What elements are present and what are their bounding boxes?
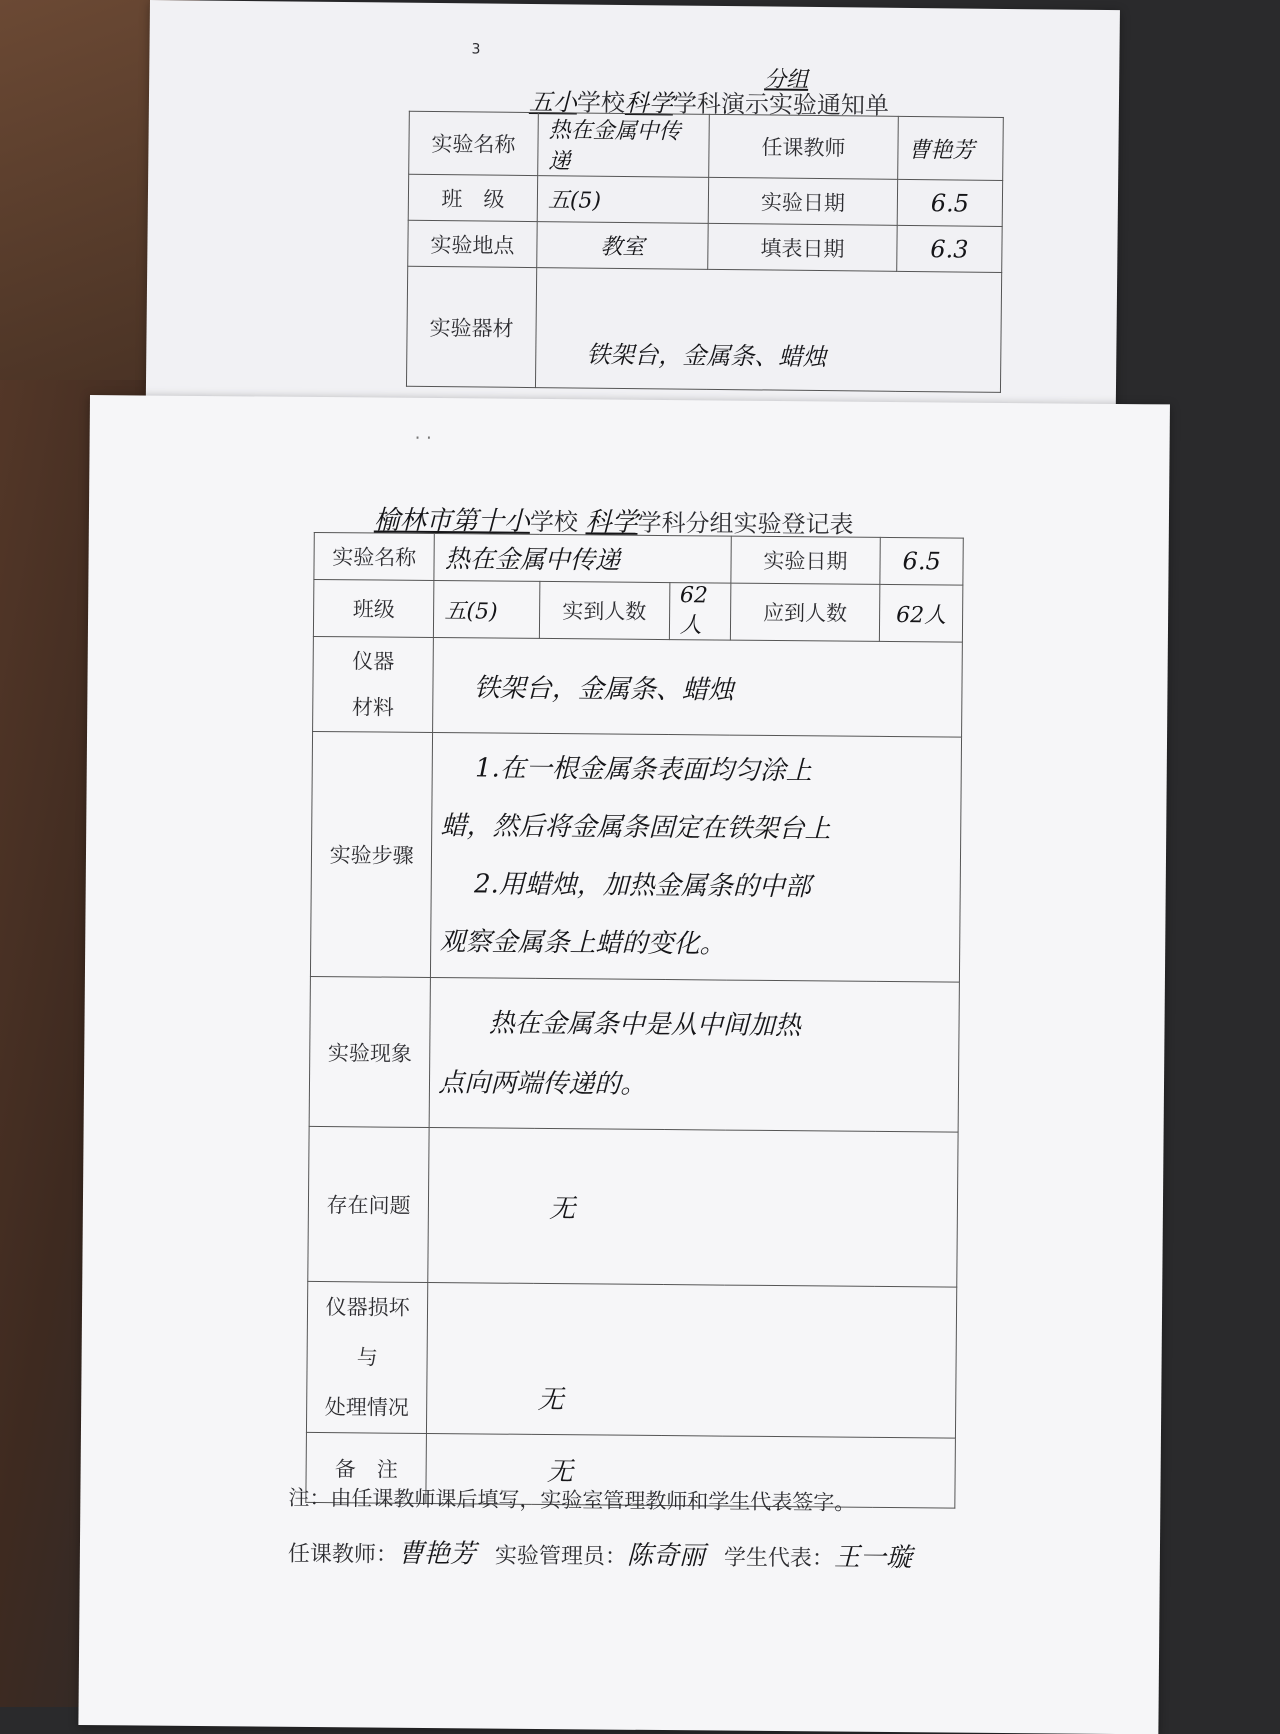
register-problem-label: 存在问题: [308, 1126, 430, 1282]
notice-title-subject-suffix: 学科: [672, 89, 722, 118]
notice-class-value: 五(5): [537, 176, 708, 224]
notice-title-school-suffix: 学校: [576, 88, 626, 117]
register-name-value: 热在金属中传递: [434, 534, 731, 584]
signature-line: [288, 1532, 924, 1575]
notice-teacher-value: 曹艳芳: [898, 116, 1004, 180]
register-expected-label: 应到人数: [730, 583, 880, 641]
register-damage-value: 无: [427, 1282, 957, 1438]
register-phenomenon-line: 点向两端传递的。: [438, 1067, 647, 1100]
page-mark: 3: [471, 41, 481, 58]
teacher-signature: 曹艳芳: [397, 1538, 477, 1570]
register-damage-label: [306, 1281, 428, 1433]
register-step-line: 蜡，然后将金属条固定在铁架台上: [440, 811, 831, 845]
register-note: 注：由任课教师课后填写，实验室管理教师和学生代表签字。: [288, 1485, 856, 1515]
register-table: [305, 532, 963, 1509]
register-title-rest: 学科分组实验登记表: [637, 508, 854, 539]
register-class-label: 班级: [313, 579, 434, 637]
register-date-label: 实验日期: [730, 536, 880, 584]
notice-equipment-value: 铁架台，金属条、蜡烛: [535, 268, 1001, 393]
register-phenomenon: [429, 977, 959, 1132]
register-steps: [431, 733, 962, 983]
notice-name-label: 实验名称: [409, 111, 539, 175]
notice-fill-date-label: 填表日期: [708, 223, 897, 271]
register-step-line: 观察金属条上蜡的变化。: [439, 927, 726, 960]
admin-signature: 陈奇丽: [626, 1540, 706, 1572]
admin-sign-label: 实验管理员：: [494, 1543, 628, 1570]
notice-title-school: 五小: [528, 87, 578, 117]
register-date-value: 6.5: [880, 537, 963, 585]
register-damage-label-line2: 处理情况: [324, 1395, 409, 1420]
notice-place-label: 实验地点: [408, 220, 537, 267]
register-instrument-label-line2: 材料: [351, 695, 395, 720]
register-remark-value: 无: [426, 1433, 955, 1508]
notice-equipment-label: 实验器材: [406, 266, 536, 387]
register-steps-label: 实验步骤: [310, 731, 432, 977]
register-name-label: 实验名称: [314, 532, 435, 580]
register-actual-label: 实到人数: [539, 581, 669, 639]
notice-exp-date-value: 6.5: [897, 179, 1002, 226]
notice-class-label: 班 级: [408, 174, 537, 221]
register-step-line: 1.在一根金属条表面均匀涂上: [474, 753, 813, 787]
register-title-school: 榆林市第十小: [373, 505, 531, 537]
register-instrument-value: 铁架台，金属条、蜡烛: [433, 638, 962, 738]
notice-exp-date-label: 实验日期: [708, 177, 897, 225]
student-sign-label: 学生代表：: [723, 1545, 835, 1572]
register-step-line: 2.用蜡烛，加热金属条的中部: [473, 869, 812, 903]
notice-place-value: 教室: [537, 222, 708, 270]
register-phenomenon-label: 实验现象: [309, 976, 431, 1127]
notice-title-correction: 分组: [764, 67, 809, 93]
register-class-value: 五(5): [434, 581, 540, 639]
student-signature: 王一璇: [833, 1542, 913, 1574]
register-remark-label: 备 注: [306, 1432, 427, 1503]
notice-teacher-label: 任课教师: [709, 114, 899, 179]
notice-sheet: [146, 0, 1120, 410]
teacher-sign-label: 任课教师：: [287, 1541, 399, 1568]
register-instrument-label: [313, 636, 434, 732]
register-damage-label-line1: 仪器损坏与: [325, 1295, 410, 1370]
notice-fill-date-value: 6.3: [897, 225, 1002, 272]
notice-table: [406, 111, 1004, 393]
desk-wood: [0, 0, 170, 380]
register-sheet: [78, 395, 1170, 1734]
register-phenomenon-line: 热在金属条中是从中间加热: [488, 1008, 801, 1041]
notice-name-value: 热在金属中传递: [538, 113, 710, 178]
speck: · ·: [414, 427, 432, 449]
notice-title-rest: 演示实验通知单: [720, 89, 890, 120]
notice-title-subject: 科学: [624, 88, 674, 118]
register-title-school-suffix: 学校: [529, 507, 579, 537]
register-expected-value: 62人: [880, 584, 963, 642]
register-problem-value: 无: [428, 1127, 958, 1287]
register-title-subject: 科学: [585, 507, 638, 538]
register-actual-value: 62人: [669, 583, 730, 641]
register-instrument-label-line1: 仪器: [352, 649, 395, 674]
